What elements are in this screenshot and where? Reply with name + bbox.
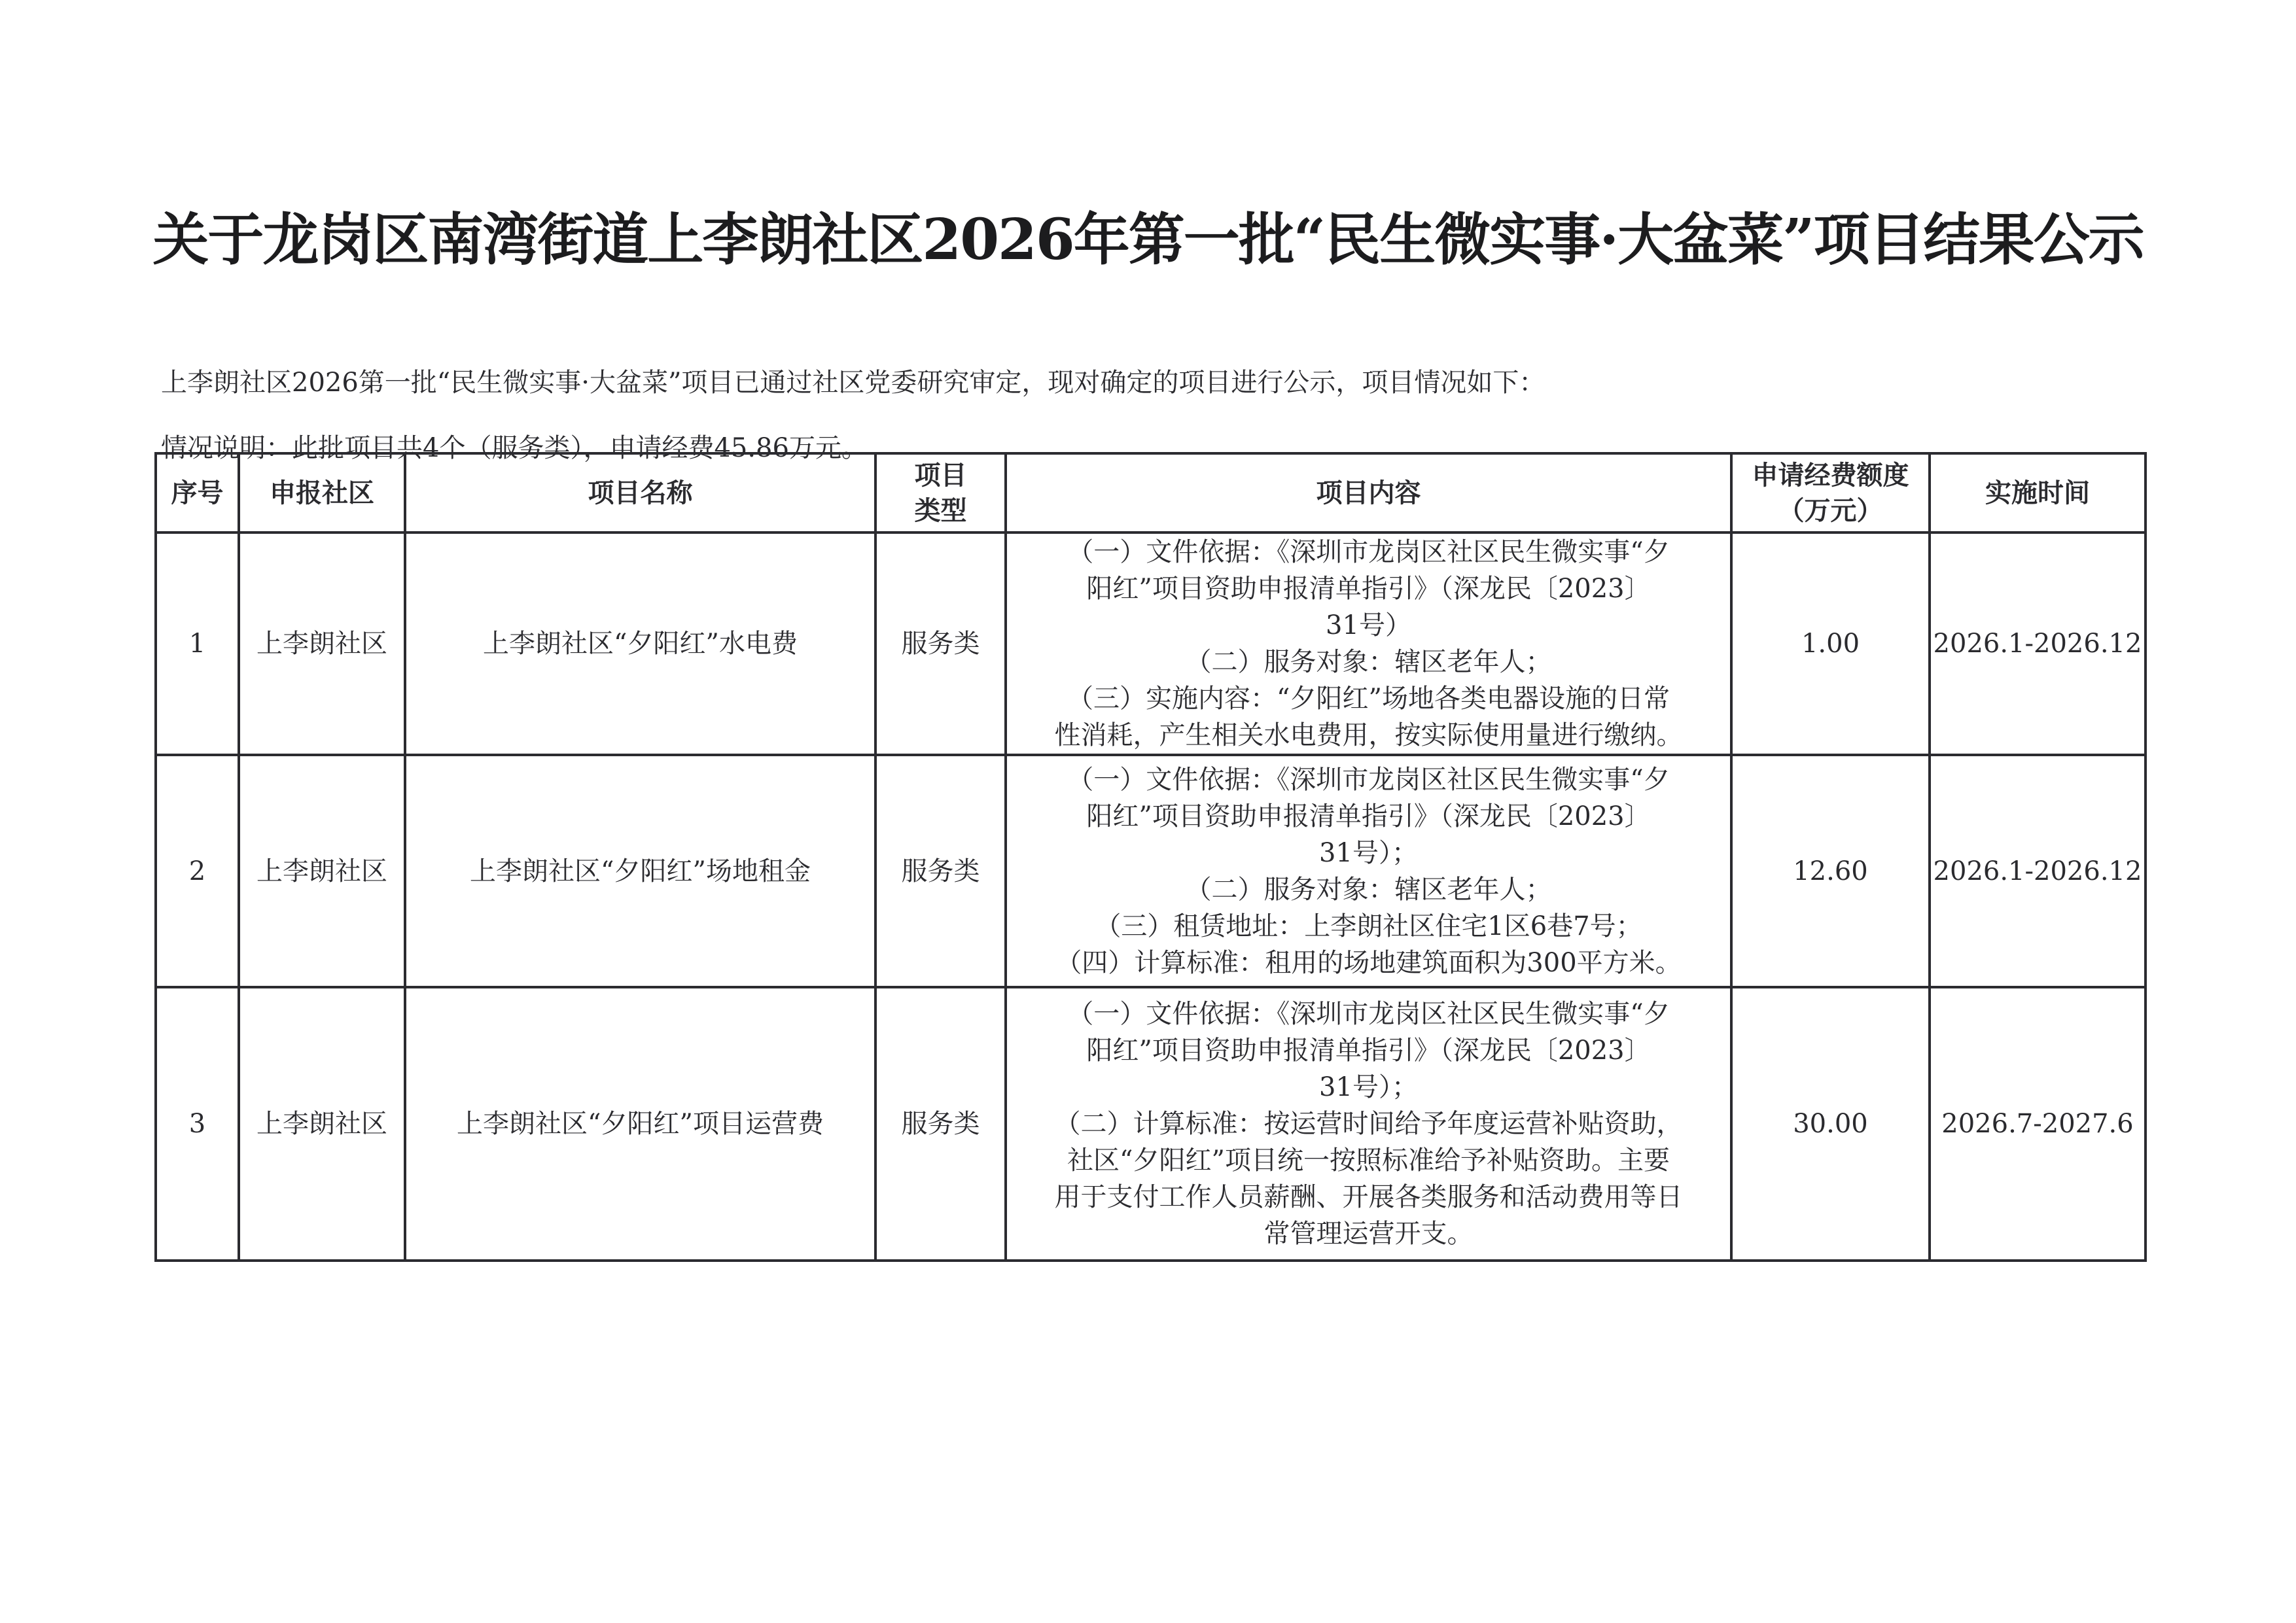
cell-community: 上李朗社区 [239,755,405,987]
cell-content [1006,755,1731,987]
document-title: 关于龙岗区南湾街道上李朗社区2026年第一批“民生微实事·大盆菜”项目结果公示 [152,207,2144,273]
cell-community: 上李朗社区 [239,532,405,755]
content-line: 社区“夕阳红”项目统一按照标准给予补贴资助。主要 [1067,1145,1670,1176]
cell-amount: 30.00 [1731,987,1930,1261]
content-line: 用于支付工作人员薪酬、开展各类服务和活动费用等日 [1054,1182,1683,1212]
header-content: 项目内容 [1006,453,1731,532]
header-period: 实施时间 [1930,453,2146,532]
cell-name: 上李朗社区“夕阳红”水电费 [405,532,875,755]
header-type-line2: 类型 [914,495,967,526]
content-line: 阳红”项目资助申报清单指引》（深龙民〔2023〕 [1086,1036,1651,1066]
table-header-row [156,453,2146,532]
cell-index: 2 [156,755,239,987]
table-row [156,755,2146,987]
header-type [875,453,1006,532]
content-line: （二）计算标准：按运营时间给予年度运营补贴资助， [1054,1109,1683,1139]
content-line: （一）文件依据：《深圳市龙岗区社区民生微实事“夕 [1067,999,1670,1029]
content-line: （一）文件依据：《深圳市龙岗区社区民生微实事“夕 [1067,764,1670,795]
header-amount-line1: 申请经费额度 [1752,459,1909,491]
content-line: （二）服务对象：辖区老年人； [1185,874,1552,905]
content-line: （三）租赁地址：上李朗社区住宅1区6巷7号； [1095,911,1642,941]
cell-content [1006,987,1731,1261]
header-community: 申报社区 [239,453,405,532]
content-line: 31号） [1326,610,1411,640]
cell-content [1006,532,1731,755]
content-line: （三）实施内容：“夕阳红”场地各类电器设施的日常 [1067,684,1670,714]
content-line: 性消耗，产生相关水电费用，按实际使用量进行缴纳。 [1054,720,1683,750]
cell-type: 服务类 [875,755,1006,987]
cell-amount: 1.00 [1731,532,1930,755]
cell-period: 2026.1-2026.12 [1930,755,2146,987]
header-type-line1: 项目 [914,459,967,491]
header-index: 序号 [156,453,239,532]
cell-type: 服务类 [875,987,1006,1261]
intro-paragraph: 上李朗社区2026第一批“民生微实事·大盆菜”项目已通过社区党委研究审定，现对确定的项目进行公示，项目情况如下： [161,368,1545,398]
project-table [154,452,2147,1262]
content-line: （一）文件依据：《深圳市龙岗区社区民生微实事“夕 [1067,537,1670,567]
header-amount-line2: （万元） [1778,495,1883,526]
content-line: 31号）； [1319,1072,1418,1102]
content-line: （四）计算标准：租用的场地建筑面积为300平方米。 [1055,947,1682,978]
content-line: 阳红”项目资助申报清单指引》（深龙民〔2023〕 [1086,574,1651,604]
content-line: 阳红”项目资助申报清单指引》（深龙民〔2023〕 [1086,801,1651,831]
cell-community: 上李朗社区 [239,987,405,1261]
content-line: 常管理运营开支。 [1263,1219,1474,1249]
content-line: （二）服务对象：辖区老年人； [1185,647,1552,677]
cell-amount: 12.60 [1731,755,1930,987]
cell-period: 2026.1-2026.12 [1930,532,2146,755]
cell-type: 服务类 [875,532,1006,755]
summary-paragraph: 情况说明：此批项目共4个（服务类），申请经费45.86万元。 [161,433,868,463]
table-row [156,532,2146,755]
cell-index: 1 [156,532,239,755]
content-line: 31号）； [1319,837,1418,868]
cell-index: 3 [156,987,239,1261]
table-row [156,987,2146,1261]
cell-period: 2026.7-2027.6 [1930,987,2146,1261]
cell-name: 上李朗社区“夕阳红”场地租金 [405,755,875,987]
header-name: 项目名称 [405,453,875,532]
header-amount [1731,453,1930,532]
cell-name: 上李朗社区“夕阳红”项目运营费 [405,987,875,1261]
